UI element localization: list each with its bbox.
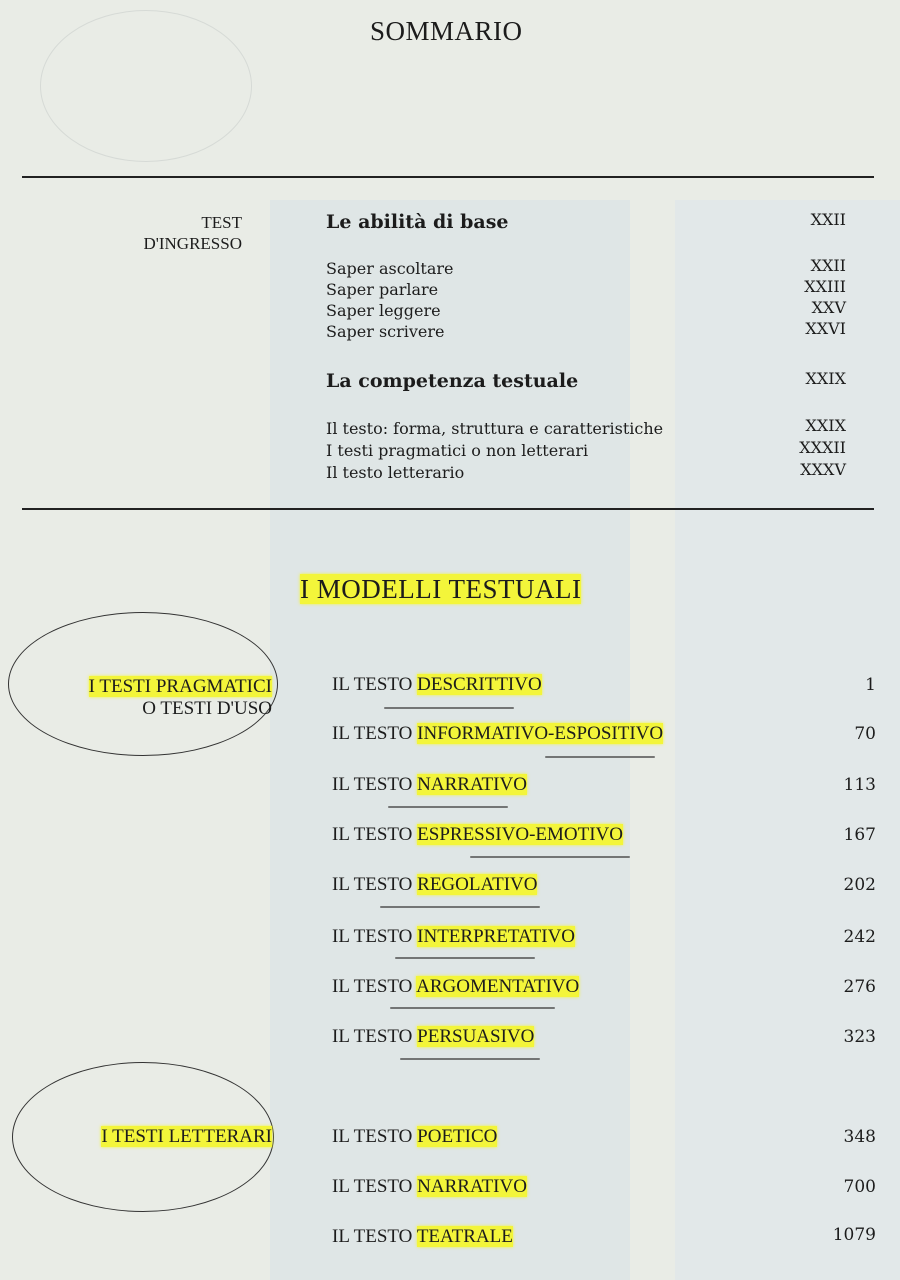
pen-underline: [388, 806, 508, 808]
chapter-name: INFORMATIVO-ESPOSITIVO: [417, 723, 664, 744]
toc-item: Saper parlare: [326, 280, 439, 299]
pen-underline: [380, 906, 540, 908]
models-title: [300, 574, 581, 605]
intro-section-label-line1: TEST: [201, 213, 242, 232]
toc-item-page: XXXV: [800, 460, 846, 479]
intro-section-label: [144, 212, 242, 254]
chapter-row: IL TESTO NARRATIVO: [332, 1176, 527, 1197]
section-label-line1: I TESTI PRAGMATICI: [88, 676, 272, 697]
chapter-name: INTERPRETATIVO: [417, 926, 576, 947]
toc-item: I testi pragmatici o non letterari: [326, 441, 589, 460]
chapter-row: IL TESTO REGOLATIVO: [332, 874, 538, 895]
chapter-row: IL TESTO ESPRESSIVO-EMOTIVO: [332, 824, 624, 845]
toc-item: Il testo: forma, struttura e caratteristiche: [326, 419, 664, 438]
chapter-page: 202: [843, 875, 876, 895]
chapter-row: IL TESTO INTERPRETATIVO: [332, 926, 576, 947]
pen-underline: [384, 707, 514, 709]
pen-underline: [545, 756, 655, 758]
toc-item-page: XXV: [811, 298, 846, 317]
pen-underline: [470, 856, 630, 858]
chapter-page: 242: [843, 927, 876, 947]
toc-item-page: XXXII: [799, 438, 846, 457]
section-label-line2: O TESTI D'USO: [142, 698, 272, 719]
chapter-page: 70: [854, 724, 876, 744]
toc-item: Saper leggere: [326, 301, 441, 320]
chapter-row: IL TESTO NARRATIVO: [332, 774, 527, 795]
top-divider: [22, 176, 874, 178]
toc-item-page: XXVI: [805, 319, 846, 338]
chapter-name: NARRATIVO: [417, 774, 527, 795]
pen-underline: [400, 1058, 540, 1060]
chapter-page: 323: [843, 1027, 876, 1047]
chapter-name: ESPRESSIVO-EMOTIVO: [417, 824, 624, 845]
chapter-name: PERSUASIVO: [417, 1026, 535, 1047]
section-label-pragmatici: [89, 676, 272, 720]
chapter-name: DESCRITTIVO: [417, 674, 542, 695]
toc-item-page: XXIII: [804, 277, 846, 296]
bleed-circle-decoration: [40, 10, 252, 162]
chapter-page: 700: [843, 1177, 876, 1197]
models-title-text: I MODELLI TESTUALI: [300, 574, 582, 604]
group-heading: La competenza testuale: [326, 370, 579, 392]
chapter-row: IL TESTO POETICO: [332, 1126, 498, 1147]
chapter-page: 113: [843, 775, 876, 795]
pen-underline: [395, 957, 535, 959]
intro-section-label-line2: D'INGRESSO: [143, 234, 242, 253]
section-label-letterari: [101, 1126, 272, 1147]
chapter-row: IL TESTO TEATRALE: [332, 1226, 513, 1247]
toc-item: Saper ascoltare: [326, 259, 454, 278]
chapter-row: IL TESTO INFORMATIVO-ESPOSITIVO: [332, 723, 664, 744]
chapter-name: NARRATIVO: [417, 1176, 527, 1197]
middle-divider: [22, 508, 874, 510]
chapter-page: 167: [843, 825, 876, 845]
toc-item: Saper scrivere: [326, 322, 445, 341]
group-page: XXII: [810, 210, 846, 229]
toc-item-page: XXII: [810, 256, 846, 275]
group-page: XXIX: [805, 369, 846, 388]
chapter-page: 1: [865, 675, 876, 695]
chapter-name: TEATRALE: [416, 1226, 513, 1247]
chapter-name: ARGOMENTATIVO: [416, 976, 580, 997]
chapter-row: IL TESTO PERSUASIVO: [332, 1026, 535, 1047]
section-label-line1: I TESTI LETTERARI: [101, 1126, 272, 1147]
chapter-row: IL TESTO DESCRITTIVO: [332, 674, 542, 695]
chapter-name: REGOLATIVO: [417, 874, 538, 895]
pen-underline: [390, 1007, 555, 1009]
toc-item: Il testo letterario: [326, 463, 465, 482]
chapter-page: 1079: [832, 1225, 876, 1245]
chapter-page: 276: [843, 977, 876, 997]
toc-item-page: XXIX: [805, 416, 846, 435]
chapter-name: POETICO: [417, 1126, 498, 1147]
chapter-page: 348: [843, 1127, 876, 1147]
chapter-row: IL TESTO ARGOMENTATIVO: [332, 976, 580, 997]
page-title: SOMMARIO: [370, 16, 523, 46]
group-heading: Le abilità di base: [326, 211, 509, 233]
